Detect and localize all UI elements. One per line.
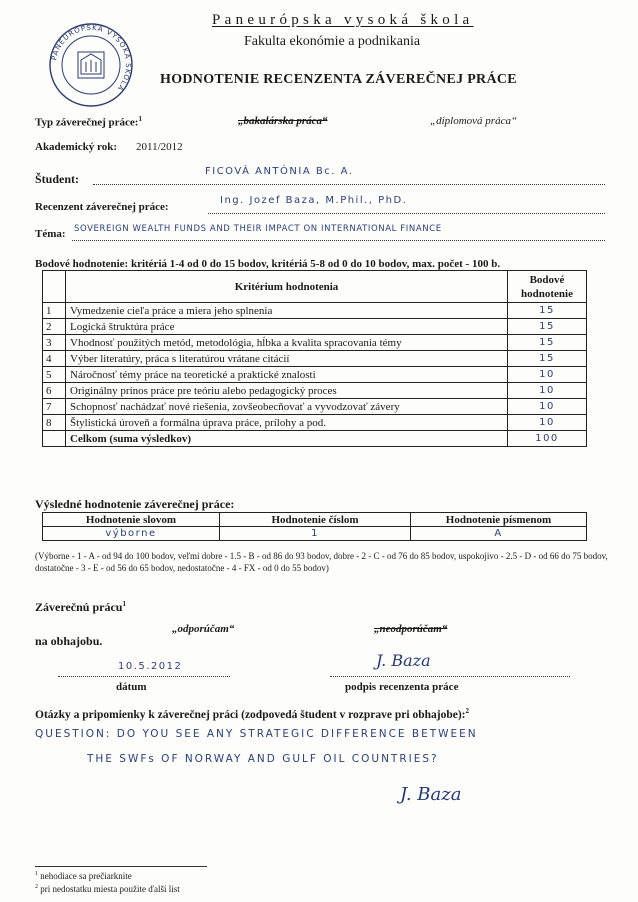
- result-header-row: [43, 513, 587, 527]
- criteria-total-label: Celkom (suma výsledkov): [66, 431, 508, 447]
- criteria-no: 8: [43, 415, 66, 431]
- criteria-points: 10: [508, 415, 587, 431]
- criteria-text: Štylistická úroveň a formálna úprava práce, prílohy a pod.: [66, 415, 508, 431]
- criteria-header-row: [43, 271, 587, 303]
- criteria-points: 10: [508, 383, 587, 399]
- grading-scale: (Výborne - 1 - A - od 94 do 100 bodov, veľmi dobre - 1.5 - B - od 86 do 93 bodov, dobre - 2 - C - od 76 do 85 bodov, uspokojivo - 2.5 - D - od 66 do 75 bodov, dostatočne - 3 - E - od 56 do 65 bodov, nedostatočne - 4 - FX - od 0 do 55 bodov): [35, 551, 608, 573]
- criteria-row: [43, 319, 587, 335]
- criteria-no: 1: [43, 303, 66, 319]
- result-letter: A: [411, 527, 587, 541]
- criteria-row: [43, 351, 587, 367]
- result-col-word: Hodnotenie slovom: [43, 513, 220, 527]
- criteria-points: 10: [508, 367, 587, 383]
- criteria-text: Logická štruktúra práce: [66, 319, 508, 335]
- date-line: [58, 666, 230, 677]
- signature-line: [330, 666, 570, 677]
- criteria-points: 15: [508, 303, 587, 319]
- footnote-1: $^1$ nehodiace sa prečiarknite: [35, 871, 132, 881]
- criteria-no: 3: [43, 335, 66, 351]
- footnote-2: $^2$ pri nedostatku miesta použite ďalší list: [35, 884, 180, 894]
- criteria-total-blank: [43, 431, 66, 447]
- criteria-text: Náročnosť témy práce na teoretické a praktické znalosti: [66, 367, 508, 383]
- date-value: 10.5.2012: [118, 661, 183, 672]
- faculty-name: Fakulta ekonómie a podnikania: [244, 34, 421, 49]
- defense-label: na obhajobu.: [35, 634, 103, 648]
- criteria-text: Schopnosť nachádzať nové riešenia, zovšeobecňovať a vyvodzovať závery: [66, 399, 508, 415]
- criteria-no: 5: [43, 367, 66, 383]
- question-line-2: THE SWFs OF NORWAY AND GULF OIL COUNTRIES?: [87, 753, 439, 765]
- questions-label: Otázky a pripomienky k záverečnej práci (zodpovedá študent v rozprave pri obhajobe):$^2$: [35, 707, 469, 721]
- recommend-label: Záverečnú prácu$^1$: [35, 600, 126, 614]
- type-diploma-option: „diplomová práca“: [430, 115, 518, 127]
- question-line-1: QUESTION: DO YOU SEE ANY STRATEGIC DIFFERENCE BETWEEN: [35, 728, 478, 740]
- criteria-row: [43, 399, 587, 415]
- criteria-row: [43, 383, 587, 399]
- criteria-points: 10: [508, 399, 587, 415]
- signature-label: podpis recenzenta práce: [345, 681, 459, 693]
- criteria-text: Vhodnosť použitých metód, metodológia, hĺbka a kvalita spracovania témy: [66, 335, 508, 351]
- result-value-row: [43, 527, 587, 541]
- criteria-header-points: Bodové hodnotenie: [508, 271, 587, 303]
- recommend-option: „odporúčam“: [172, 623, 235, 635]
- type-bachelor-option: „bakalárska práca“: [238, 115, 328, 127]
- criteria-no: 6: [43, 383, 66, 399]
- year-label: Akademický rok:: [35, 141, 117, 153]
- result-table: [42, 512, 587, 541]
- result-col-number: Hodnotenie číslom: [220, 513, 411, 527]
- criteria-text: Vymedzenie cieľa práce a miera jeho splnenia: [66, 303, 508, 319]
- criteria-no: 7: [43, 399, 66, 415]
- criteria-header-no: [43, 271, 66, 303]
- criteria-text: Výber literatúry, práca s literatúrou vrátane citácií: [66, 351, 508, 367]
- student-label: Študent:: [35, 172, 80, 186]
- result-word: výborne: [43, 527, 220, 541]
- criteria-row: [43, 367, 587, 383]
- result-number: 1: [220, 527, 411, 541]
- type-label: Typ záverečnej práce:$^1$: [35, 115, 142, 129]
- student-value: FICOVÁ ANTÓNIA Bc. A.: [205, 166, 354, 177]
- date-label: dátum: [116, 681, 147, 693]
- result-heading: Výsledné hodnotenie záverečnej práce:: [35, 497, 235, 511]
- question-signature: J. Baza: [400, 784, 462, 805]
- criteria-row: [43, 303, 587, 319]
- topic-label: Téma:: [35, 228, 66, 240]
- not-recommend-option: „neodporúčam“: [374, 623, 448, 635]
- criteria-text: Originálny prínos práce pre teóriu alebo pedagogický proces: [66, 383, 508, 399]
- criteria-points: 15: [508, 351, 587, 367]
- reviewer-label: Recenzent záverečnej práce:: [35, 201, 169, 213]
- topic-value: SOVEREIGN WEALTH FUNDS AND THEIR IMPACT ON INTERNATIONAL FINANCE: [74, 224, 442, 234]
- footnote-divider: [35, 866, 207, 867]
- criteria-table: [42, 270, 587, 447]
- criteria-points: 15: [508, 335, 587, 351]
- criteria-no: 4: [43, 351, 66, 367]
- criteria-header-criterion: Kritérium hodnotenia: [66, 271, 508, 303]
- criteria-row: [43, 335, 587, 351]
- university-seal: [48, 22, 134, 108]
- reviewer-value: Ing. Jozef Baza, M.Phil., PhD.: [220, 195, 408, 206]
- scoring-intro: Bodové hodnotenie: kritériá 1-4 od 0 do 15 bodov, kritériá 5-8 od 0 do 10 bodov, max. počet - 100 b.: [35, 258, 501, 270]
- criteria-total-row: [43, 431, 587, 447]
- criteria-points: 15: [508, 319, 587, 335]
- criteria-no: 2: [43, 319, 66, 335]
- form-title: HODNOTENIE RECENZENTA ZÁVEREČNEJ PRÁCE: [160, 72, 517, 87]
- criteria-total-value: 100: [508, 431, 587, 447]
- seal-text: PANEURÓPSKA VYSOKÁ ŠKOLA: [50, 23, 133, 93]
- criteria-row: [43, 415, 587, 431]
- reviewer-signature: J. Baza: [376, 651, 431, 670]
- university-name: Paneurópska vysoká škola: [212, 12, 474, 28]
- year-value: 2011/2012: [136, 141, 183, 153]
- result-col-letter: Hodnotenie písmenom: [411, 513, 587, 527]
